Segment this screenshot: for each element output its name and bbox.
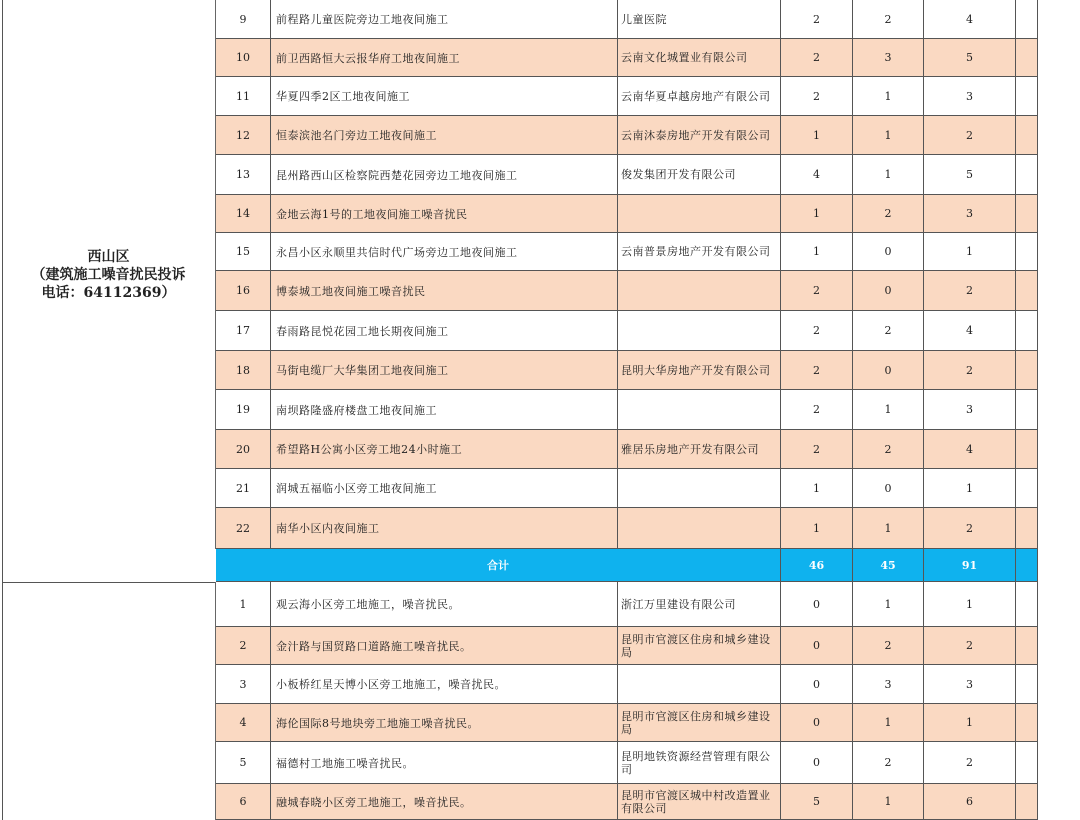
count-a: 4 [781,155,853,194]
total-label: 合计 [216,549,781,581]
count-total: 2 [924,508,1016,548]
count-total: 6 [924,784,1016,819]
count-a: 0 [781,582,853,626]
responsible-unit: 云南普景房地产开发有限公司 [618,233,781,270]
count-a: 1 [781,116,853,154]
count-a: 0 [781,742,853,783]
count-a: 2 [781,77,853,115]
remarks-cell [1016,116,1038,154]
total-count-a: 46 [781,549,853,581]
row-number: 9 [216,0,271,38]
table-left-border [2,0,3,820]
responsible-unit: 昆明大华房地产开发有限公司 [618,351,781,389]
count-b: 1 [853,582,924,626]
table-row [216,39,1038,77]
count-b: 1 [853,155,924,194]
table-row [216,390,1038,430]
row-number: 5 [216,742,271,783]
count-a: 1 [781,508,853,548]
table-row [216,77,1038,116]
count-total: 4 [924,311,1016,350]
count-b: 2 [853,195,924,232]
count-a: 2 [781,0,853,38]
complaint-description: 昆州路西山区检察院西楚花园旁边工地夜间施工 [271,155,618,194]
count-total: 2 [924,351,1016,389]
table-row [216,704,1038,742]
remarks-cell [1016,195,1038,232]
responsible-unit: 云南华夏卓越房地产有限公司 [618,77,781,115]
responsible-unit: 雅居乐房地产开发有限公司 [618,430,781,468]
remarks-cell [1016,582,1038,626]
remarks-cell [1016,665,1038,703]
responsible-unit: 昆明市官渡区住房和城乡建设局 [618,627,781,664]
responsible-unit [618,195,781,232]
district-hotline-phone: 电话：64112369） [41,284,176,301]
table-row [216,271,1038,311]
row-number: 19 [216,390,271,429]
row-number: 4 [216,704,271,741]
count-total: 3 [924,195,1016,232]
count-b: 3 [853,665,924,703]
table-row [216,116,1038,155]
count-b: 0 [853,469,924,507]
count-total: 4 [924,430,1016,468]
row-number: 14 [216,195,271,232]
table-row [216,742,1038,784]
count-total: 1 [924,704,1016,741]
row-number: 13 [216,155,271,194]
table-row [216,627,1038,665]
complaint-description: 华夏四季2区工地夜间施工 [271,77,618,115]
count-b: 2 [853,311,924,350]
count-b: 1 [853,77,924,115]
responsible-unit [618,508,781,548]
remarks-cell [1016,390,1038,429]
complaint-description: 融城春晓小区旁工地施工，噪音扰民。 [271,784,618,819]
complaint-description: 博泰城工地夜间施工噪音扰民 [271,271,618,310]
total-count-b: 45 [853,549,924,581]
count-b: 1 [853,390,924,429]
count-a: 0 [781,627,853,664]
count-total: 5 [924,39,1016,76]
row-number: 11 [216,77,271,115]
district-label-xishan [2,0,216,549]
table-row [216,582,1038,627]
responsible-unit: 浙江万里建设有限公司 [618,582,781,626]
count-b: 2 [853,742,924,783]
row-number: 21 [216,469,271,507]
count-total: 3 [924,665,1016,703]
district-hotline-note: （建筑施工噪音扰民投诉 [31,266,186,283]
complaint-description: 春雨路昆悦花园工地长期夜间施工 [271,311,618,350]
complaint-description: 海伦国际8号地块旁工地施工噪音扰民。 [271,704,618,741]
complaint-description: 金地云海1号的工地夜间施工噪音扰民 [271,195,618,232]
count-total: 2 [924,116,1016,154]
row-number: 3 [216,665,271,703]
row-number: 22 [216,508,271,548]
remarks-cell [1016,311,1038,350]
complaint-description: 观云海小区旁工地施工，噪音扰民。 [271,582,618,626]
row-number: 18 [216,351,271,389]
count-b: 1 [853,508,924,548]
count-total: 1 [924,233,1016,270]
responsible-unit [618,469,781,507]
complaint-description: 金汁路与国贸路口道路施工噪音扰民。 [271,627,618,664]
row-number: 2 [216,627,271,664]
table-row [216,430,1038,469]
remarks-cell [1016,77,1038,115]
count-b: 0 [853,351,924,389]
row-number: 17 [216,311,271,350]
count-b: 2 [853,627,924,664]
row-number: 12 [216,116,271,154]
table-row [216,508,1038,549]
count-total: 3 [924,390,1016,429]
count-a: 1 [781,233,853,270]
complaint-description: 前程路儿童医院旁边工地夜间施工 [271,0,618,38]
count-total: 1 [924,582,1016,626]
remarks-cell [1016,784,1038,819]
row-number: 15 [216,233,271,270]
count-a: 2 [781,271,853,310]
count-total: 3 [924,77,1016,115]
responsible-unit: 昆明市官渡区住房和城乡建设局 [618,704,781,741]
remarks-cell [1016,155,1038,194]
responsible-unit [618,311,781,350]
remarks-cell [1016,39,1038,76]
count-a: 5 [781,784,853,819]
responsible-unit: 昆明地铁资源经营管理有限公司 [618,742,781,783]
remarks-cell [1016,704,1038,741]
remarks-cell [1016,351,1038,389]
responsible-unit [618,665,781,703]
remarks-cell [1016,549,1038,581]
count-a: 2 [781,39,853,76]
count-b: 3 [853,39,924,76]
count-b: 2 [853,0,924,38]
table-row [216,784,1038,820]
row-number: 6 [216,784,271,819]
count-a: 2 [781,351,853,389]
count-b: 0 [853,233,924,270]
complaint-description: 前卫西路恒大云报华府工地夜间施工 [271,39,618,76]
complaint-description: 希望路H公寓小区旁工地24小时施工 [271,430,618,468]
table-row [216,469,1038,508]
count-a: 2 [781,430,853,468]
count-total: 2 [924,627,1016,664]
count-b: 0 [853,271,924,310]
remarks-cell [1016,233,1038,270]
count-total: 2 [924,271,1016,310]
table-row [216,665,1038,704]
complaint-description: 润城五福临小区旁工地夜间施工 [271,469,618,507]
count-total: 1 [924,469,1016,507]
complaint-description: 南坝路隆盛府楼盘工地夜间施工 [271,390,618,429]
table-row [216,0,1038,39]
count-a: 1 [781,195,853,232]
count-b: 1 [853,704,924,741]
count-total: 4 [924,0,1016,38]
complaint-description: 永昌小区永顺里共信时代广场旁边工地夜间施工 [271,233,618,270]
count-total: 5 [924,155,1016,194]
remarks-cell [1016,271,1038,310]
complaint-description: 南华小区内夜间施工 [271,508,618,548]
district-name: 西山区 [87,248,130,265]
responsible-unit: 俊发集团开发有限公司 [618,155,781,194]
remarks-cell [1016,469,1038,507]
district-label-next [2,582,216,820]
row-number: 10 [216,39,271,76]
complaint-description: 小板桥红星天博小区旁工地施工，噪音扰民。 [271,665,618,703]
table-right-border [1037,0,1038,820]
responsible-unit: 昆明市官渡区城中村改造置业有限公司 [618,784,781,819]
table-row [216,233,1038,271]
count-a: 1 [781,469,853,507]
table-row [216,195,1038,233]
responsible-unit: 云南文化城置业有限公司 [618,39,781,76]
remarks-cell [1016,508,1038,548]
total-row [216,549,1038,582]
table-row [216,351,1038,390]
count-a: 2 [781,390,853,429]
remarks-cell [1016,742,1038,783]
count-a: 0 [781,704,853,741]
row-number: 1 [216,582,271,626]
count-total: 2 [924,742,1016,783]
row-number: 16 [216,271,271,310]
count-b: 1 [853,116,924,154]
total-count-sum: 91 [924,549,1016,581]
remarks-cell [1016,0,1038,38]
responsible-unit [618,390,781,429]
complaint-description: 福德村工地施工噪音扰民。 [271,742,618,783]
count-a: 2 [781,311,853,350]
complaint-description: 马街电缆厂大华集团工地夜间施工 [271,351,618,389]
table-row [216,311,1038,351]
responsible-unit: 云南沐泰房地产开发有限公司 [618,116,781,154]
remarks-cell [1016,627,1038,664]
count-b: 2 [853,430,924,468]
table-row [216,155,1038,195]
responsible-unit [618,271,781,310]
row-number: 20 [216,430,271,468]
count-a: 0 [781,665,853,703]
responsible-unit: 儿童医院 [618,0,781,38]
count-b: 1 [853,784,924,819]
remarks-cell [1016,430,1038,468]
complaint-description: 恒泰滨池名门旁边工地夜间施工 [271,116,618,154]
